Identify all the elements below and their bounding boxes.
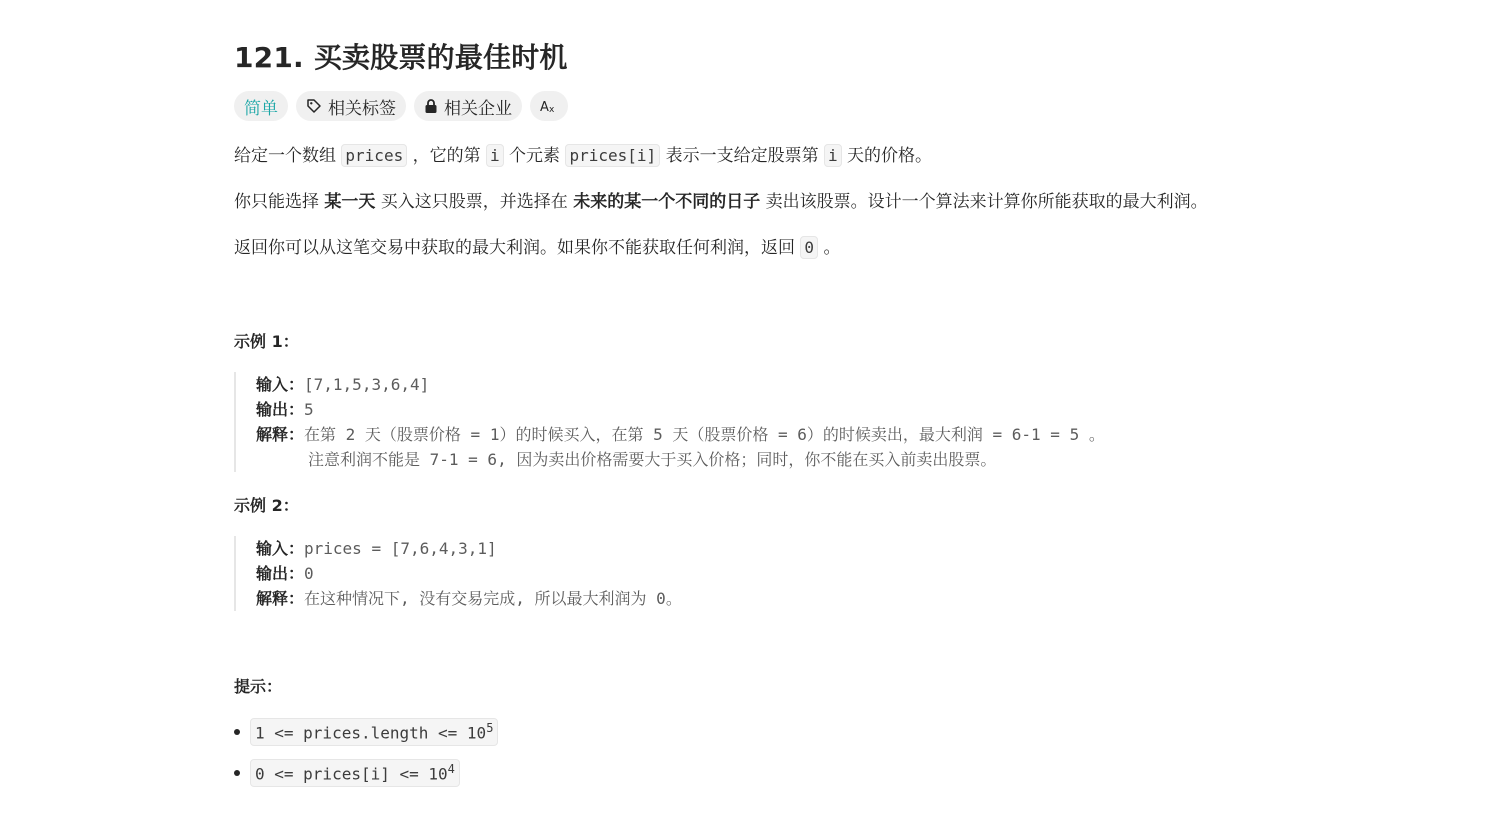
- desc-text: 表示一支给定股票第: [660, 146, 824, 166]
- related-companies-button[interactable]: [414, 91, 522, 121]
- output-label: 输出：: [256, 400, 305, 419]
- lock-icon: [424, 98, 438, 114]
- inline-code: 0: [800, 236, 818, 259]
- explain-value-2: 注意利润不能是 7-1 = 6, 因为卖出价格需要大于买入价格；同时，你不能在买入前卖出股票。: [308, 450, 997, 469]
- difficulty-label: 简单: [244, 98, 278, 119]
- constraint-text: 1 <= prices.length <= 10: [255, 723, 487, 743]
- input-value: [7,1,5,3,6,4]: [304, 375, 430, 394]
- example-2-output-row: [256, 561, 1274, 586]
- tag-icon: [306, 98, 322, 114]
- bullet-icon: [234, 770, 240, 776]
- svg-text:A: A: [540, 100, 549, 114]
- related-companies-label: 相关企业: [444, 98, 512, 119]
- constraint-item: [234, 756, 1274, 790]
- constraint-code: [250, 718, 498, 745]
- translate-button[interactable]: [530, 91, 568, 121]
- desc-text: 卖出该股票。设计一个算法来计算你所能获取的最大利润。: [760, 192, 1208, 212]
- inline-code: prices: [341, 144, 407, 167]
- example-2-explain-row: [256, 586, 1274, 611]
- explain-label: 解释：: [256, 589, 305, 608]
- example-2-heading: 示例 2：: [234, 496, 299, 515]
- desc-text: 买入这只股票，并选择在: [375, 192, 574, 212]
- description-paragraph-3: [234, 234, 1274, 262]
- svg-text:x: x: [549, 105, 555, 114]
- example-2-input-row: [256, 536, 1274, 561]
- desc-text: 你只能选择: [234, 192, 325, 212]
- constraint-item: [234, 715, 1274, 749]
- desc-text: 个元素: [503, 146, 566, 166]
- bold-text: 某一天: [324, 192, 376, 212]
- example-1-output-row: [256, 397, 1274, 422]
- example-1-block: [234, 372, 1274, 472]
- inline-code: i: [824, 144, 842, 167]
- example-2-block: [234, 536, 1274, 611]
- constraint-exponent: 5: [486, 721, 494, 736]
- bullet-icon: [234, 729, 240, 735]
- input-value: prices = [7,6,4,3,1]: [304, 539, 497, 558]
- example-1-heading: 示例 1：: [234, 332, 299, 351]
- explain-value: 在第 2 天（股票价格 = 1）的时候买入，在第 5 天（股票价格 = 6）的时候卖出，最大利润 = 6-1 = 5 。: [304, 425, 1105, 444]
- desc-text: 返回你可以从这笔交易中获取的最大利润。如果你不能获取任何利润，返回: [234, 238, 801, 258]
- input-label: 输入：: [256, 539, 305, 558]
- inline-code: prices[i]: [565, 144, 660, 167]
- problem-title: 121. 买卖股票的最佳时机: [234, 41, 568, 74]
- problem-description: [234, 30, 1274, 797]
- example-1-explain-row: [256, 422, 1274, 447]
- output-label: 输出：: [256, 564, 305, 583]
- explain-value: 在这种情况下, 没有交易完成, 所以最大利润为 0。: [304, 589, 682, 608]
- constraints-heading: 提示：: [234, 677, 283, 696]
- example-1-input-row: [256, 372, 1274, 397]
- desc-text: 给定一个数组: [234, 146, 342, 166]
- desc-text: 。: [818, 238, 841, 258]
- description-paragraph-1: [234, 142, 1274, 170]
- bold-text: 未来的某一个不同的日子: [573, 192, 761, 212]
- related-tags-button[interactable]: [296, 91, 406, 121]
- input-label: 输入：: [256, 375, 305, 394]
- desc-text: ，它的第: [407, 146, 487, 166]
- constraint-exponent: 4: [447, 762, 455, 777]
- constraint-text: 0 <= prices[i] <= 10: [255, 764, 448, 784]
- explain-label: 解释：: [256, 425, 305, 444]
- output-value: 5: [304, 400, 314, 419]
- constraints-list: [234, 715, 1274, 790]
- inline-code: i: [486, 144, 504, 167]
- tag-bar: [234, 90, 1274, 122]
- output-value: 0: [304, 564, 314, 583]
- difficulty-badge[interactable]: [234, 91, 288, 121]
- translate-icon: [540, 98, 558, 114]
- constraint-code: [250, 759, 460, 786]
- description-paragraph-2: [234, 188, 1274, 216]
- related-tags-label: 相关标签: [328, 98, 396, 119]
- example-1-explain-row-2: [256, 447, 1274, 472]
- desc-text: 天的价格。: [841, 146, 933, 166]
